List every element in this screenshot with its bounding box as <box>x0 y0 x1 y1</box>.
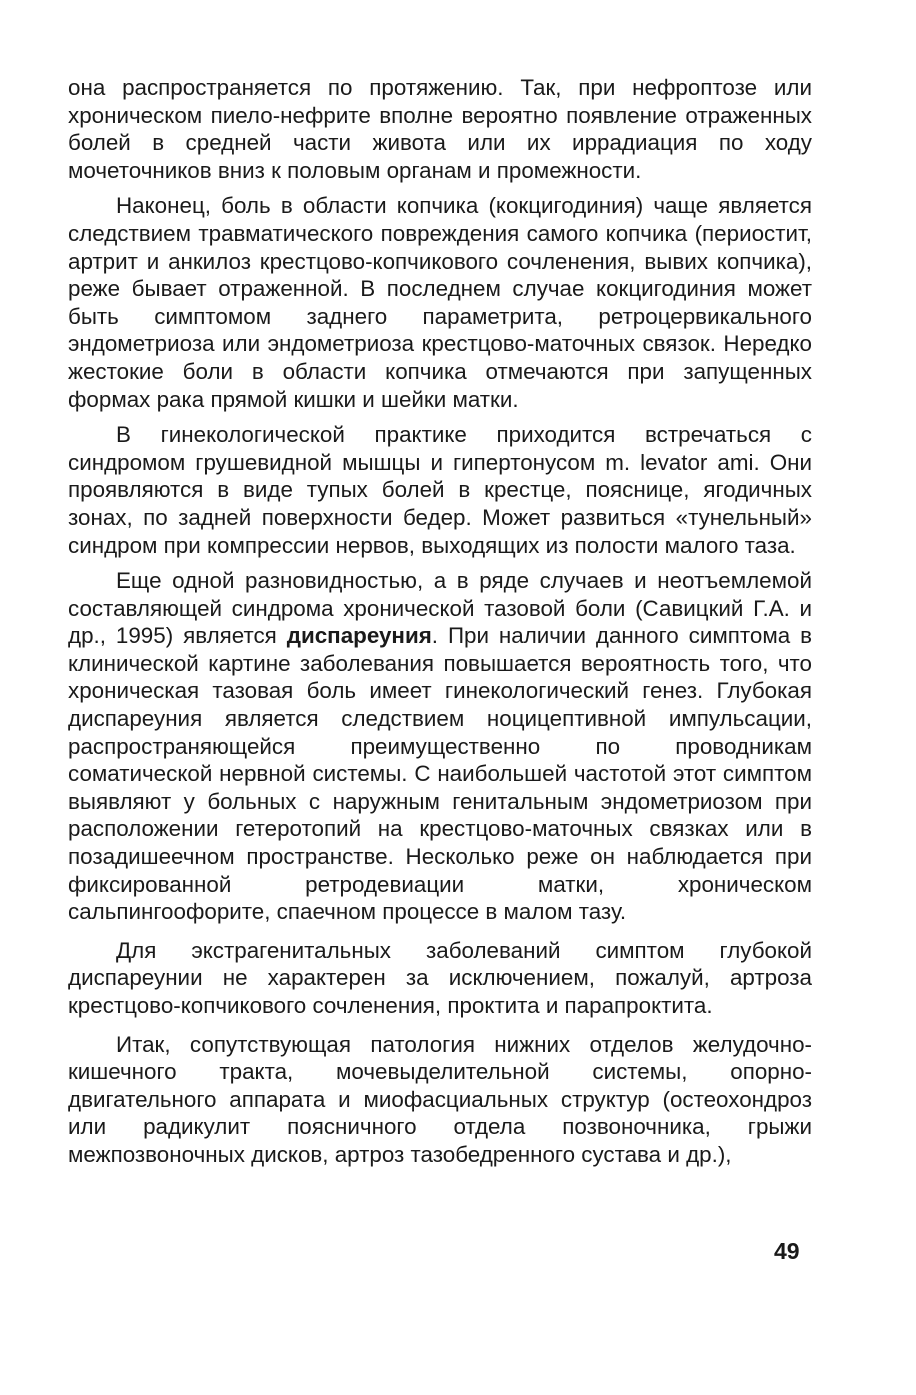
dyspareunia-text-after: . При наличии данного симптома в клинической картине заболевания повышается вероятность того, что хроническая тазовая боль имеет гинекологический генез. Глубокая диспареуния является следствием ноцицептивной импульсации, распространяющейся преимущественно по проводникам соматической нервной системы. С наибольшей частотой этот симптом выявляют у больных с наружным генитальным эндометриозом при расположении гетеротопий на крестцово-маточных связках или в позадишеечном пространстве. Несколько реже он наблюдается при фиксированной ретродевиации матки, хроническом сальпингоофорите, спаечном процессе в малом тазу. <box>68 623 812 925</box>
paragraph-coccygodynia: Наконец, боль в области копчика (кокцигодиния) чаще является следствием травматического повреждения самого копчика (периостит, артрит и анкилоз крестцово-копчикового сочленения, вывих копчика), реже бывает отраженной. В последнем случае кокцигодиния может быть симптомом заднего параметрита, ретроцервикального эндометриоза или эндометриоза крестцово-маточных связок. Нередко жестокие боли в области копчика отмечаются при запущенных формах рака прямой кишки и шейки матки. <box>68 193 812 412</box>
dyspareunia-text-before: Еще одной разновидностью, а в ряде случаев и неотъемлемой составляющей синдрома хронической тазовой боли (Савицкий Г.А. и др., 1995) является <box>68 568 812 649</box>
dyspareunia-term: диспареуния <box>286 623 432 649</box>
paragraph-continuation: она распространяется по протяжению. Так, при нефроптозе или хроническом пиело-нефрите вполне вероятно появление отраженных болей в средней части живота или их иррадиация по ходу мочеточников вниз к половым органам и промежности. <box>68 75 812 183</box>
paragraph-piriformis-syndrome: В гинекологической практике приходится встречаться с синдромом грушевидной мышцы и гипертонусом m. levator ami. Они проявляются в виде тупых болей в крестце, пояснице, ягодичных зонах, по задней поверхности бедер. Может развиться «тунельный» синдром при компрессии нервов, выходящих из полости малого таза. <box>68 422 812 558</box>
paragraph-summary: Итак, сопутствующая патология нижних отделов желудочно-кишечного тракта, мочевыделительной системы, опорно-двигательного аппарата и миофасциальных структур (остеохондроз или радикулит поясничного отдела позвоночника, грыжи межпозвоночных дисков, артроз тазобедренного сустава и др.), <box>68 1031 812 1167</box>
paragraph-dyspareunia <box>68 567 812 926</box>
page-body <box>68 74 812 1169</box>
page-number: 49 <box>774 1238 800 1264</box>
paragraph-extragenital: Для экстрагенитальных заболеваний симптом глубокой диспареунии не характерен за исключением, пожалуй, артроза крестцово-копчикового сочленения, проктита и парапроктита. <box>68 937 812 1018</box>
